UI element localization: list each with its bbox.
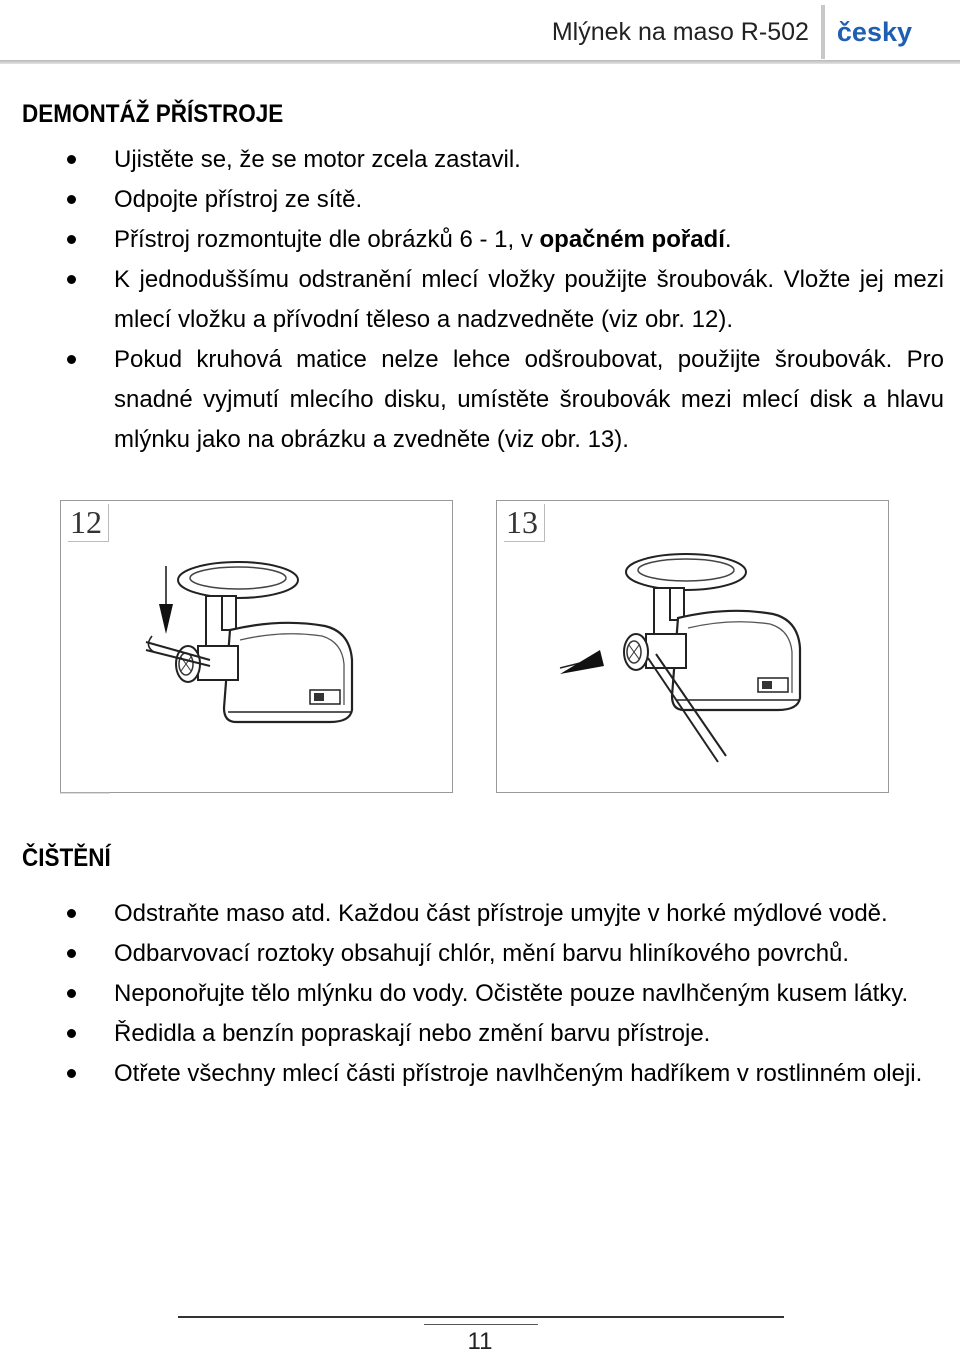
- page-number: 11: [467, 1328, 493, 1355]
- footer-rule-short: [424, 1324, 538, 1325]
- list-item: Neponořujte tělo mlýnku do vody. Očistěte pouze navlhčeným kusem látky.: [0, 974, 960, 1014]
- bullet-icon: [67, 1069, 76, 1078]
- header-rule: [0, 60, 960, 64]
- emphasis-text: opačném pořadí: [539, 226, 725, 253]
- list-item: Odbarvovací roztoky obsahují chlór, mění barvu hliníkového povrchů.: [0, 934, 960, 974]
- list-item: Pokud kruhová matice nelze lehce odšroubovat, použijte šroubovák. Pro snadné vyjmutí mlecího disku, umístěte šroubovák mezi mlecí disk a hlavu mlýnku jako na obrázku a zvedněte (viz obr. 13).: [0, 340, 960, 460]
- bullet-icon: [67, 355, 76, 364]
- list-item: Ředidla a benzín popraskají nebo změní barvu přístroje.: [0, 1014, 960, 1054]
- section-heading-disassembly: DEMONTÁŽ PŘÍSTROJE: [22, 100, 284, 128]
- list-item: K jednoduššímu odstranění mlecí vložky použijte šroubovák. Vložte jej mezi mlecí vložku a přívodní těleso a nadzvedněte (viz obr. 12).: [0, 260, 960, 340]
- document-title: Mlýnek na maso R-502: [551, 17, 809, 46]
- figure-number: 12: [68, 504, 109, 542]
- bullet-icon: [67, 989, 76, 998]
- list-item: Otřete všechny mlecí části přístroje navlhčeným hadříkem v rostlinném oleji.: [0, 1054, 960, 1094]
- cleaning-list: [0, 894, 960, 1094]
- meat-grinder-illustration-12: [60, 500, 453, 794]
- meat-grinder-illustration-13: [496, 500, 889, 794]
- footer-rule: [178, 1316, 784, 1318]
- page-header: [552, 6, 912, 58]
- list-item: Odpojte přístroj ze sítě.: [0, 180, 960, 220]
- bullet-icon: [67, 195, 76, 204]
- bullet-icon: [67, 155, 76, 164]
- bullet-icon: [67, 949, 76, 958]
- disassembly-list: [0, 140, 960, 460]
- list-item: Odstraňte maso atd. Každou část přístroje umyjte v horké mýdlové vodě.: [0, 894, 960, 934]
- header-separator: [821, 5, 825, 59]
- figure-13: [496, 500, 889, 794]
- bullet-icon: [67, 909, 76, 918]
- bullet-icon: [67, 1029, 76, 1038]
- language-label: česky: [836, 16, 912, 47]
- bullet-icon: [67, 235, 76, 244]
- bullet-icon: [67, 275, 76, 284]
- list-item: Přístroj rozmontujte dle obrázků 6 - 1, v opačném pořadí.: [0, 220, 960, 260]
- figure-12: [60, 500, 453, 794]
- figure-number: 13: [504, 504, 545, 542]
- section-heading-cleaning: ČIŠTĚNÍ: [22, 844, 111, 872]
- list-item: Ujistěte se, že se motor zcela zastavil.: [0, 140, 960, 180]
